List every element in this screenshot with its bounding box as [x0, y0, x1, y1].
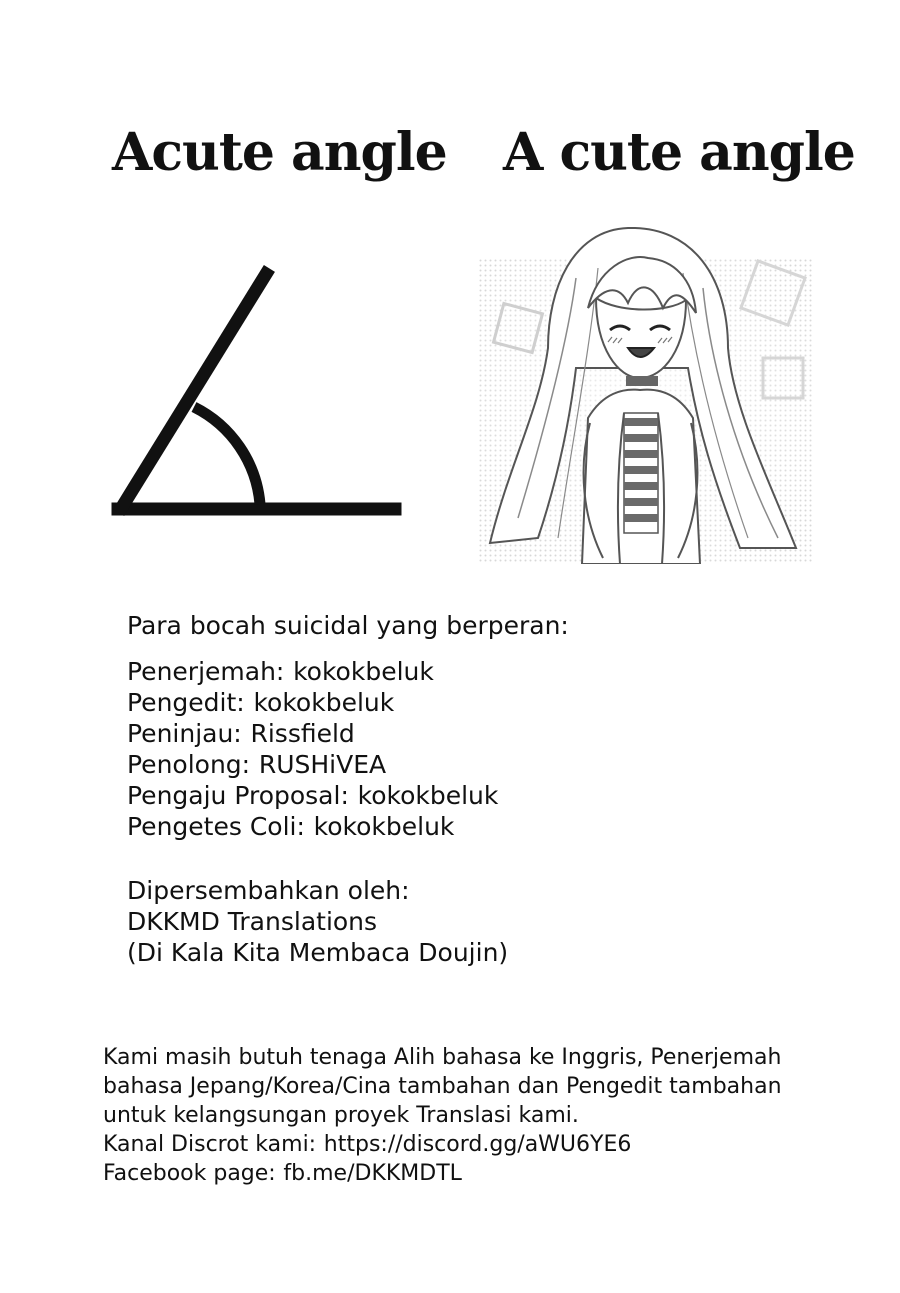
- credit-name: RUSHiVEA: [258, 750, 387, 779]
- credits-intro: [127, 610, 569, 641]
- footer-notes: [103, 1043, 782, 1188]
- credit-row: [127, 780, 498, 811]
- credit-name: Rissfield: [250, 719, 355, 748]
- credit-role: Penerjemah:: [127, 657, 285, 686]
- credits-intro-text: Para bocah suicidal yang berperan:: [127, 611, 569, 640]
- credits-list: [127, 656, 498, 842]
- recruit-line: bahasa Jepang/Korea/Cina tambahan dan Pengedit tambahan: [103, 1074, 782, 1099]
- choker: [626, 376, 658, 386]
- angle-arc: [194, 407, 260, 504]
- credit-row: [127, 687, 498, 718]
- credit-row: [127, 811, 498, 842]
- credit-row: [127, 749, 498, 780]
- a-cute-angle-heading: A cute angle: [503, 122, 855, 183]
- striped-shirt: [624, 413, 658, 533]
- credit-role: Peninjau:: [127, 719, 242, 748]
- smiling-anime-girl-illustration: [478, 218, 814, 564]
- credit-role: Penolong:: [127, 750, 251, 779]
- group-expansion: (Di Kala Kita Membaca Doujin): [127, 938, 509, 967]
- credit-row: [127, 656, 498, 687]
- recruit-line: untuk kelangsungan proyek Translasi kami.: [103, 1103, 579, 1128]
- credit-row: [127, 718, 498, 749]
- credit-name: kokokbeluk: [293, 657, 434, 686]
- angle-slant-line: [122, 274, 266, 507]
- facebook-line: [103, 1159, 782, 1188]
- credit-role: Pengetes Coli:: [127, 812, 305, 841]
- presented-by-label: Dipersembahkan oleh:: [127, 876, 410, 905]
- presented-by-block: [127, 875, 508, 968]
- credit-role: Pengedit:: [127, 688, 245, 717]
- acute-angle-heading: Acute angle: [112, 122, 447, 183]
- credit-role: Pengaju Proposal:: [127, 781, 349, 810]
- facebook-link[interactable]: fb.me/DKKMDTL: [283, 1161, 462, 1186]
- discord-link[interactable]: https://discord.gg/aWU6YE6: [323, 1132, 632, 1157]
- recruit-line: Kami masih butuh tenaga Alih bahasa ke Inggris, Penerjemah: [103, 1045, 782, 1070]
- acute-angle-symbol-icon: [110, 262, 410, 527]
- credit-name: kokokbeluk: [253, 688, 395, 717]
- credit-name: kokokbeluk: [313, 812, 455, 841]
- discord-line: [103, 1130, 782, 1159]
- facebook-label: Facebook page:: [103, 1161, 276, 1186]
- group-name: DKKMD Translations: [127, 907, 378, 936]
- credit-name: kokokbeluk: [357, 781, 499, 810]
- discord-label: Kanal Discrot kami:: [103, 1132, 317, 1157]
